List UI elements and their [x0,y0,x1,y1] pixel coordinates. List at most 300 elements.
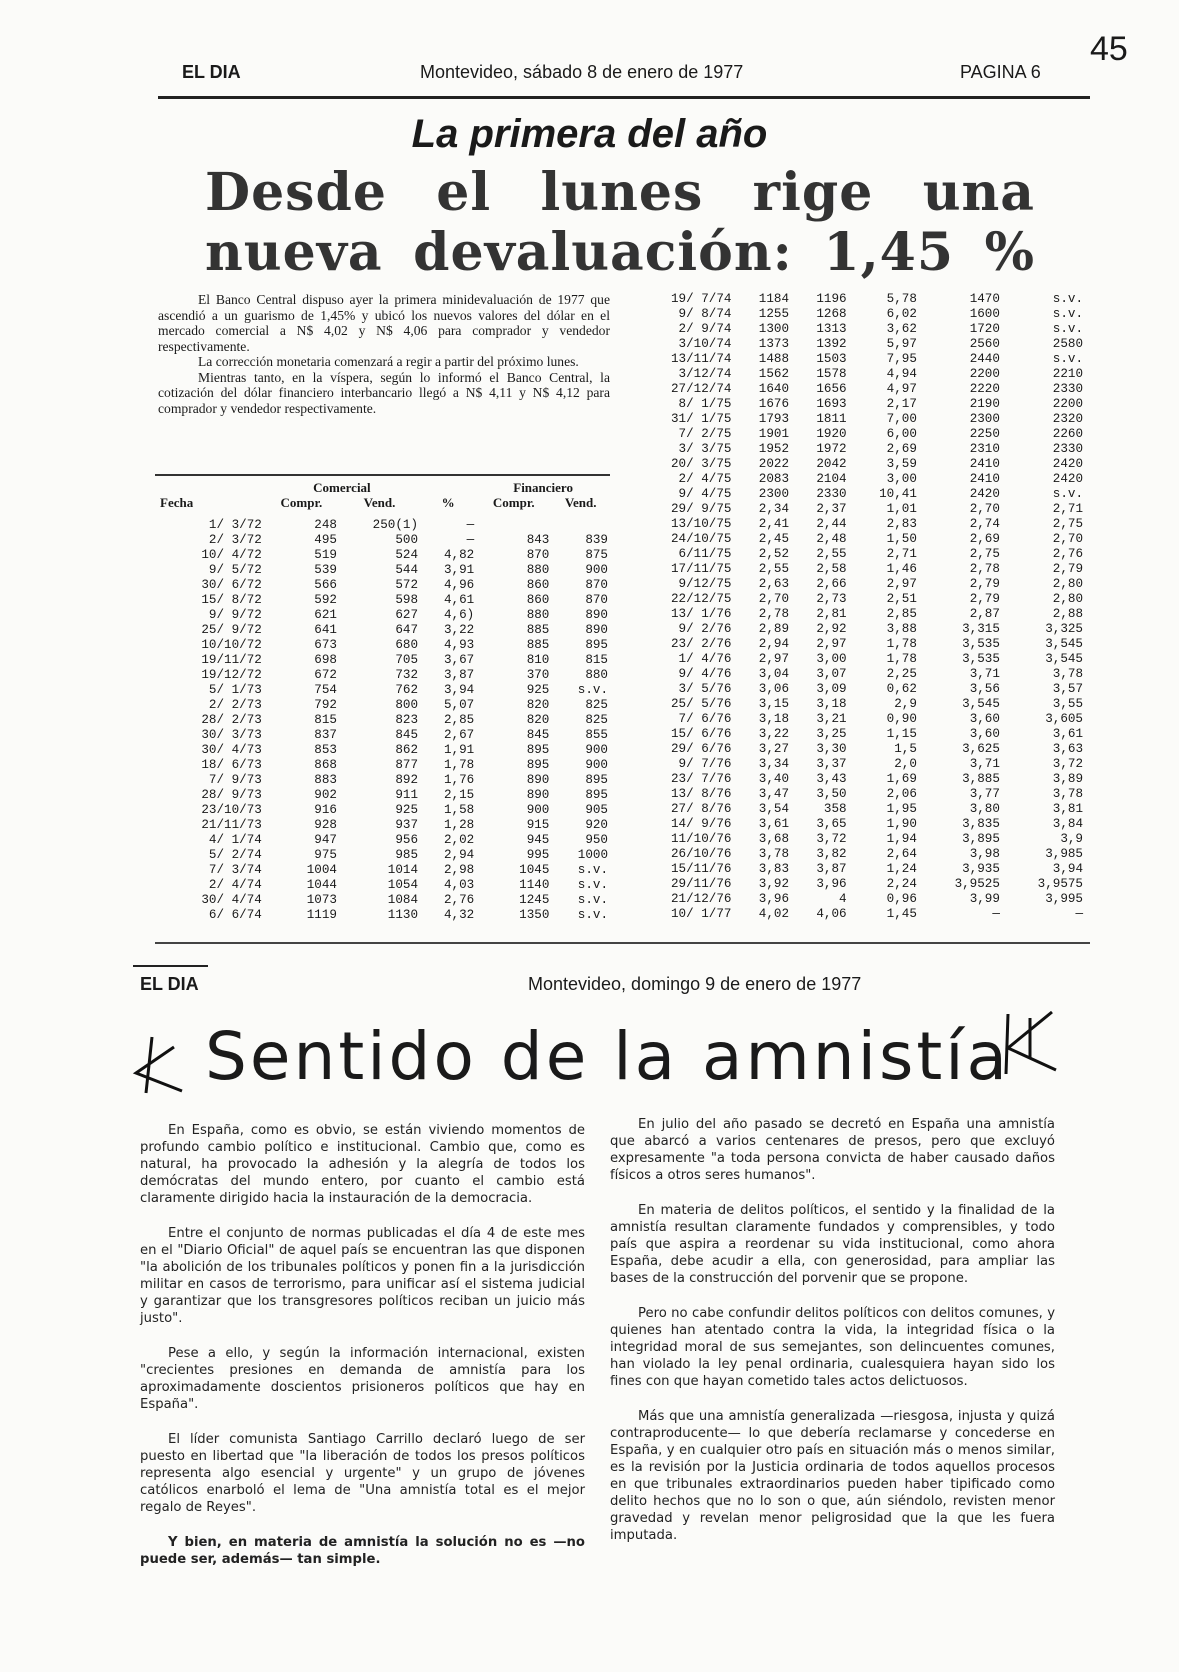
col-compr: Compr. [280,495,323,510]
table-cell: 3,87 [816,862,847,876]
table-cell: 2,69 [886,442,917,456]
table-cell: s.v. [1052,322,1083,336]
table-row [625,757,1085,772]
table-cell: 2220 [969,382,1000,396]
table-cell: 937 [395,818,419,832]
table-rule [155,474,610,476]
table-cell: 4,82 [443,548,475,562]
table-cell: 1,15 [886,727,917,741]
table-cell: 572 [395,578,419,592]
table-cell: 2104 [816,472,847,486]
table-cell: 13/11/74 [670,352,732,366]
table-cell: 3,37 [816,757,847,771]
table-cell: 1488 [758,352,790,366]
table-cell: 890 [585,623,608,637]
table-cell: 870 [526,548,550,562]
table-cell: 1014 [387,863,419,877]
table-cell: 1,46 [886,562,917,576]
table-cell: 920 [585,818,608,832]
table-cell: 3,67 [443,653,475,667]
table-cell: — [1075,907,1083,921]
table-cell: 3,9575 [1037,877,1083,891]
table-cell: 1,45 [886,907,917,921]
table-cell: 870 [585,593,608,607]
table-cell: 3,77 [969,787,1000,801]
table-cell: 3,895 [962,832,1000,846]
table-cell: 3,72 [1052,757,1083,771]
table-cell: 3,545 [1045,637,1083,651]
table-cell: 566 [314,578,337,592]
table-cell: 1373 [758,337,790,351]
table-cell: 890 [526,773,550,787]
table-cell: 2,85 [886,607,917,621]
table-cell: 18/ 6/73 [201,758,262,772]
table-cell: 3,57 [1052,682,1083,696]
table-cell: 1,69 [886,772,917,786]
table-cell: 3,61 [758,817,790,831]
table-cell: 3,87 [443,668,475,682]
table-cell: 1952 [758,442,790,456]
article2-title: Sentido de la amnistía [205,1018,1010,1095]
body-paragraph: El líder comunista Santiago Carrillo declaró luego de ser puesto en libertad que "la liberación de todos los presos políticos representa algo esencial y urgente" y un grupo de jóvenes católicos enarboló el lema de "Una amnistía total es el mejor regalo de Reyes". [140,1432,585,1515]
table-row [158,743,610,758]
table-cell: 3,99 [969,892,1000,906]
table-cell: 868 [314,758,337,772]
table-cell: 2,34 [758,502,790,516]
article1-headline-line1: Desde el lunes rige una [205,162,1035,223]
table-row [625,382,1085,397]
table-row [625,577,1085,592]
table-cell: 3,82 [816,847,847,861]
table-cell: 1901 [758,427,790,441]
table-cell: 23/ 7/76 [670,772,732,786]
table-cell: 837 [314,728,337,742]
table-cell: 15/ 8/72 [201,593,262,607]
table-cell: s.v. [577,878,608,892]
table-cell: 544 [395,563,419,577]
table-cell: 2,74 [969,517,1000,531]
table-row [625,727,1085,742]
table-row [158,668,610,683]
table-cell: 25/ 5/76 [670,697,732,711]
table-cell: 592 [314,593,337,607]
table-row [158,593,610,608]
table-cell: 911 [395,788,419,802]
table-cell: 2,97 [758,652,790,666]
table-cell: 810 [526,653,550,667]
table-row [625,817,1085,832]
table-row [158,713,610,728]
table-cell: 11/10/76 [670,832,732,846]
table-row [625,487,1085,502]
table-cell: 500 [395,533,419,547]
table-cell: 9/12/75 [678,577,732,591]
table-row [625,292,1085,307]
table-cell: 975 [314,848,337,862]
pen-mark-right [1000,1008,1060,1080]
table-cell: 860 [526,593,550,607]
section-divider [155,942,1090,944]
table-cell: s.v. [1052,487,1083,501]
table-cell: 890 [526,788,550,802]
table-cell: 358 [823,802,847,816]
table-cell: 925 [395,803,419,817]
table-cell: 1720 [969,322,1000,336]
table-cell: 9/ 5/72 [208,563,262,577]
table-cell: 15/ 6/76 [670,727,732,741]
table-cell: 21/12/76 [670,892,732,906]
table-cell: 900 [585,563,608,577]
col-compr: Compr. [492,495,535,510]
table-cell: 985 [395,848,419,862]
table-cell: 2,92 [816,622,847,636]
table-cell: 880 [585,668,608,682]
table-cell: 3,96 [816,877,847,891]
table-cell: 3,94 [1052,862,1083,876]
table-cell: s.v. [577,893,608,907]
table-cell: 1,94 [886,832,917,846]
table-cell: 956 [395,833,419,847]
table-cell: 732 [395,668,419,682]
table-cell: 1,90 [886,817,917,831]
table-cell: 3,78 [1052,787,1083,801]
table-row [625,502,1085,517]
table-cell: 3,47 [758,787,790,801]
body-paragraph: Más que una amnistía generalizada —riesgosa, injusta y quizá contraproducente— lo que debería reclamarse y concederse en España, y en cualquier otro país en situación más o menos similar, es la revisión por la Justicia ordinaria de todos aquellos procesos en que tribunales extraordinarios pueden haber tipificado como delito hechos que no lo son o que, aún siéndolo, revisten menor gravedad y revelan menor peligrosidad que la que les fuera imputada. [610,1409,1055,1543]
table-cell: 647 [395,623,419,637]
table-cell: 13/ 1/76 [670,607,732,621]
table-row [625,607,1085,622]
table-cell: 3,89 [1052,772,1083,786]
table-cell: 945 [526,833,550,847]
table-cell: 1300 [758,322,790,336]
table-row [625,892,1085,907]
table-cell: 1350 [519,908,550,922]
table-cell: 1793 [758,412,790,426]
table-cell: 30/ 4/73 [201,743,262,757]
table-cell: 3,545 [1045,652,1083,666]
table-cell: 3/ 5/76 [678,682,732,696]
table-cell: 900 [585,743,608,757]
table-row [625,847,1085,862]
table-cell: 3,54 [758,802,790,816]
table-row [625,682,1085,697]
table-cell: 3,07 [816,667,847,681]
table-cell: 7/ 2/75 [678,427,732,441]
table-row [625,367,1085,382]
table-cell: 672 [314,668,337,682]
table-cell: 1196 [816,292,847,306]
table-cell: 3,84 [1052,817,1083,831]
table-cell: 880 [526,563,550,577]
article2-right-column [610,1116,1055,1562]
table-cell: 3,315 [962,622,1000,636]
table-cell: s.v. [1052,307,1083,321]
table-cell: 1,28 [443,818,475,832]
table-cell: 15/11/76 [670,862,732,876]
table-cell: 2,85 [443,713,475,727]
table-cell: 1,50 [886,532,917,546]
table-row [625,547,1085,562]
table-cell: 2,71 [1052,502,1083,516]
table-cell: 2190 [969,397,1000,411]
table-cell: 13/10/75 [670,517,732,531]
table-cell: 2,79 [1052,562,1083,576]
table-cell: 2420 [1052,472,1083,486]
table-cell: 3,94 [443,683,475,697]
table-cell: 895 [585,638,608,652]
table-row [158,878,610,893]
table-cell: 3,81 [1052,802,1083,816]
table-cell: 2,51 [886,592,917,606]
table-cell: 3,50 [816,787,847,801]
table-cell: 892 [395,773,419,787]
table-row [625,397,1085,412]
table-row [625,322,1085,337]
table-row [625,337,1085,352]
table-cell: 2,97 [816,637,847,651]
table-cell: 3,71 [969,757,1000,771]
table-cell: 3,22 [443,623,475,637]
table-row [625,877,1085,892]
table-cell: 1,58 [443,803,475,817]
header-rule [158,96,1090,99]
table-cell: 895 [526,743,550,757]
table-cell: 5/ 1/73 [208,683,262,697]
table-cell: 10/10/72 [201,638,262,652]
table-cell: 1640 [758,382,790,396]
table-cell: 1811 [816,412,847,426]
table-cell: 2,94 [758,637,790,651]
table-cell: 2,48 [816,532,847,546]
table-cell: 4,96 [443,578,475,592]
table-row [625,352,1085,367]
table-row [625,742,1085,757]
table-cell: 3,00 [886,472,917,486]
table-cell: 1600 [969,307,1000,321]
table-cell: 2,79 [969,577,1000,591]
table-cell: 915 [526,818,550,832]
table-cell: 754 [314,683,337,697]
table-cell: 2,79 [969,592,1000,606]
table-cell: 3,59 [886,457,917,471]
second-header-dateline: Montevideo, domingo 9 de enero de 1977 [528,974,862,994]
table-cell: 2300 [969,412,1000,426]
table-row [158,728,610,743]
table-cell: 2083 [758,472,790,486]
table-cell: 4,06 [816,907,847,921]
table-cell: 1656 [816,382,847,396]
table-cell: 30/ 6/72 [201,578,262,592]
table-cell: 1054 [387,878,419,892]
table-cell: 2320 [1052,412,1083,426]
body-paragraph: En julio del año pasado se decretó en España una amnistía que abarcó a varios centenares de presos, pero que excluyó expresamente "a toda persona convicta de haber causado daños físicos a otros seres humanos". [610,1117,1055,1183]
table-cell: 2,75 [1052,517,1083,531]
table-cell: 4,94 [886,367,917,381]
table-cell: 370 [526,668,550,682]
table-cell: 23/ 2/76 [670,637,732,651]
table-cell: 3,535 [962,637,1000,651]
table-cell: 1,5 [894,742,917,756]
table-cell: 20/ 3/75 [670,457,732,471]
table-row [158,563,610,578]
table-cell: 2,89 [758,622,790,636]
table-cell: 705 [395,653,419,667]
table-cell: 21/11/73 [201,818,262,832]
table-row [158,698,610,713]
table-cell: 885 [526,623,550,637]
table-cell: 2560 [969,337,1000,351]
table-cell: 895 [585,788,608,802]
table-cell: 1140 [519,878,550,892]
table-cell: 3,63 [1052,742,1083,756]
table-cell: 3,625 [962,742,1000,756]
lead-paragraph: Mientras tanto, en la víspera, según lo informó el Banco Central, la cotización del dólar financiero interbancario llegó a N$ 4,11 y N$ 4,12 para comprador y vendedor respectivamente. [158,369,610,416]
table-cell: — [466,518,475,532]
table-cell: 2410 [969,472,1000,486]
table-cell: 14/ 9/76 [670,817,732,831]
table-cell: 6/11/75 [678,547,732,561]
table-cell: 5,78 [886,292,917,306]
table-cell: — [992,907,1000,921]
table-cell: 1/ 3/72 [208,518,262,532]
table-cell: 2,37 [816,502,847,516]
table-cell: 2,41 [758,517,790,531]
table-row [158,638,610,653]
table-row [625,832,1085,847]
table-cell: 2260 [1052,427,1083,441]
table-cell: 1693 [816,397,847,411]
table-cell: 10/ 4/72 [201,548,262,562]
table-cell: 2,87 [969,607,1000,621]
table-cell: 900 [585,758,608,772]
table-cell: 28/ 9/73 [201,788,262,802]
table-cell: 3,15 [758,697,790,711]
table-cell: 947 [314,833,337,847]
table-row [158,518,610,533]
table-cell: 839 [585,533,608,547]
table-cell: 825 [585,713,608,727]
table-cell: 853 [314,743,337,757]
table-row [625,772,1085,787]
table-cell: 9/ 2/76 [678,622,732,636]
table-cell: 26/10/76 [670,847,732,861]
table-cell: 883 [314,773,337,787]
table-cell [476,518,551,533]
table-cell: 8/ 1/75 [678,397,732,411]
table-cell: 860 [526,578,550,592]
table-cell: 2,69 [969,532,1000,546]
table-cell: 3,835 [962,817,1000,831]
table-cell: 3,34 [758,757,790,771]
table-row [158,578,610,593]
table-cell: 3,56 [969,682,1000,696]
table-cell: 1130 [387,908,419,922]
header-paper-name: EL DIA [182,62,241,82]
table-cell: 10/ 1/77 [670,907,732,921]
table-cell: 1,95 [886,802,917,816]
table-cell: 5/ 2/74 [208,848,262,862]
table-cell: 2,88 [1052,607,1083,621]
col-fecha: Fecha [160,495,194,510]
table-cell: 31/ 1/75 [670,412,732,426]
table-cell: 1073 [306,893,337,907]
table-cell: 2310 [969,442,1000,456]
table-cell: s.v. [577,863,608,877]
table-cell: 2,52 [758,547,790,561]
table-cell: 3,80 [969,802,1000,816]
table-cell: 495 [314,533,337,547]
table-row [158,773,610,788]
table-cell: 2210 [1052,367,1083,381]
table-cell: 1000 [577,848,608,862]
table-cell: 19/12/72 [201,668,262,682]
table-cell: s.v. [577,908,608,922]
table-cell: 1,76 [443,773,475,787]
table-cell: 820 [526,698,550,712]
table-cell: 1,78 [443,758,475,772]
rates-table-left [158,480,610,923]
table-cell: 2042 [816,457,847,471]
table-cell: 2,70 [969,502,1000,516]
col-pct: % [441,495,455,510]
article1-kicker: La primera del año [411,112,768,156]
table-cell: s.v. [1052,352,1083,366]
second-header-paper-name: EL DIA [140,974,199,994]
table-cell: 6,00 [886,427,917,441]
table-row [625,307,1085,322]
table-cell: 2,97 [886,577,917,591]
table-cell: 10,41 [879,487,917,501]
table-cell: 13/ 8/76 [670,787,732,801]
table-row [625,532,1085,547]
table-cell: 1084 [387,893,419,907]
table-cell: 2440 [969,352,1000,366]
table-cell: 3,68 [758,832,790,846]
table-cell: 4 [839,892,847,906]
table-cell: 2,17 [886,397,917,411]
table-cell: 2330 [1052,382,1083,396]
table-cell: 3,18 [816,697,847,711]
table-cell: 30/ 3/73 [201,728,262,742]
table-cell: 3,9 [1060,832,1083,846]
table-cell: 3,935 [962,862,1000,876]
table-cell: 1004 [306,863,337,877]
table-cell: 519 [314,548,337,562]
article2-left-column [140,1122,585,1586]
table-cell: 2,64 [886,847,917,861]
table-cell: 823 [395,713,419,727]
table-cell: 1470 [969,292,1000,306]
table-cell: 1562 [758,367,790,381]
table-row [625,652,1085,667]
pen-mark-left [132,1035,187,1095]
table-cell: 2420 [1052,457,1083,471]
table-cell: 2,71 [886,547,917,561]
table-cell: 4,97 [886,382,917,396]
table-cell: 3,98 [969,847,1000,861]
table-cell: 3,55 [1052,697,1083,711]
table-row [158,653,610,668]
table-cell: 3,71 [969,667,1000,681]
table-cell: 1,78 [886,637,917,651]
table-cell: 2,83 [886,517,917,531]
table-cell: 2,76 [443,893,475,907]
table-cell: 2,76 [1052,547,1083,561]
table-cell: 3,995 [1045,892,1083,906]
table-cell: 815 [314,713,337,727]
table-cell: 9/ 4/75 [678,487,732,501]
